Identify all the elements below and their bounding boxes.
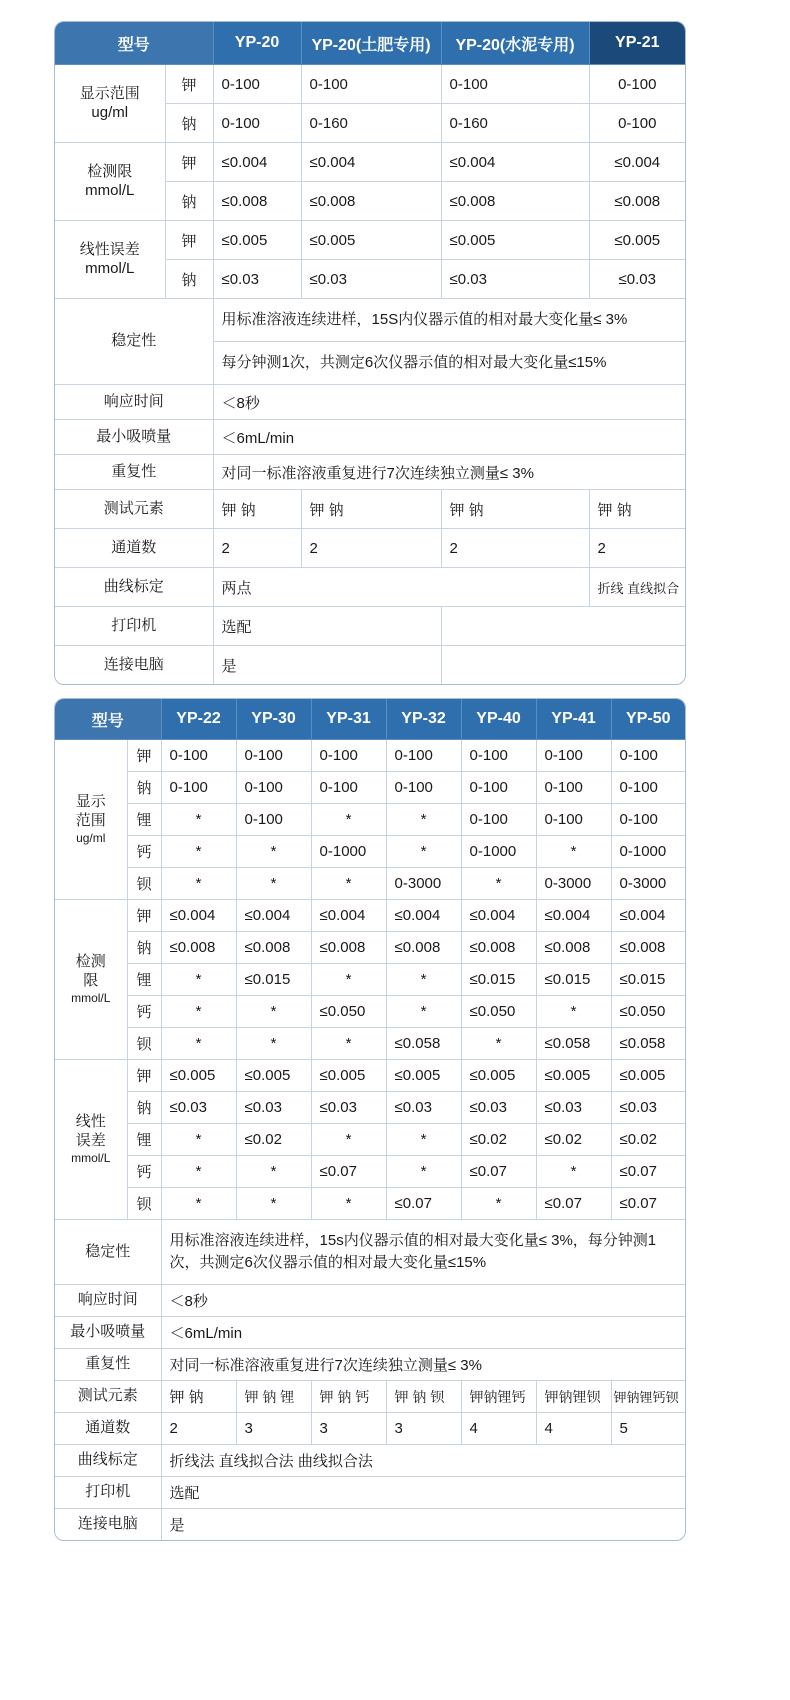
table1-cell: ≤0.004: [301, 143, 441, 182]
table1-cell: 钾 钠: [589, 490, 685, 529]
table2-cell: ≤0.008: [386, 932, 461, 964]
table1-cell: ≤0.008: [213, 182, 301, 221]
table1-cell: ≤0.005: [441, 221, 589, 260]
table2-cell: ≤0.050: [461, 996, 536, 1028]
table2-cell: *: [311, 1124, 386, 1156]
table2-cell: *: [236, 1156, 311, 1188]
table2-cell: 0-3000: [611, 868, 685, 900]
table2-row-detection-ca: [55, 996, 685, 1028]
table2-ion-na: 钠: [127, 1092, 161, 1124]
table1-cell: 2: [301, 529, 441, 568]
table1-label-elements: 测试元素: [55, 490, 213, 529]
table2-cell: 0-1000: [461, 836, 536, 868]
table2-cell: ≤0.03: [611, 1092, 685, 1124]
table2-cell: ≤0.02: [236, 1124, 311, 1156]
table2-cell: *: [386, 1124, 461, 1156]
table1-cell: 2: [441, 529, 589, 568]
table1-ion-na: 钠: [165, 104, 213, 143]
table2-label-channels: 通道数: [55, 1413, 161, 1445]
table1-cell: 0-100: [213, 65, 301, 104]
table2-cell: *: [386, 1156, 461, 1188]
spec-table-yp20-series: [54, 21, 686, 685]
table2-cell: 0-100: [311, 740, 386, 772]
table2-cell: ≤0.004: [461, 900, 536, 932]
table2-header-yp32: YP-32: [386, 699, 461, 740]
table2-cell: ≤0.008: [161, 932, 236, 964]
table2-label-repeatability: 重复性: [55, 1349, 161, 1381]
table2-cell: *: [461, 1028, 536, 1060]
table2-header-yp22: YP-22: [161, 699, 236, 740]
table2-cell: 0-100: [461, 772, 536, 804]
table2-ion-ca: 钙: [127, 1156, 161, 1188]
table2-cell: ≤0.03: [236, 1092, 311, 1124]
table2-value-printer: 选配: [161, 1477, 685, 1509]
table1-row-linearity-k: [55, 221, 685, 260]
table2-row-pc-connect: [55, 1509, 685, 1541]
table2-cell: ≤0.005: [161, 1060, 236, 1092]
table2-cell: 0-3000: [386, 868, 461, 900]
table2-value-curve-calibration: 折线法 直线拟合法 曲线拟合法: [161, 1445, 685, 1477]
table2-ion-ca: 钙: [127, 996, 161, 1028]
table1-label-display-range: 显示范围 ug/ml: [55, 65, 165, 143]
table2-row-channels: [55, 1413, 685, 1445]
table2-cell: ≤0.03: [161, 1092, 236, 1124]
table2-cell: *: [311, 1188, 386, 1220]
table2-cell: *: [236, 1188, 311, 1220]
table1-row-response-time: [55, 385, 685, 420]
table2-cell: 0-100: [611, 740, 685, 772]
table1-label-min-flow: 最小吸喷量: [55, 420, 213, 455]
table1-cell: ≤0.03: [301, 260, 441, 299]
table1-cell: 0-100: [441, 65, 589, 104]
table2-cell: ≤0.004: [311, 900, 386, 932]
table1-label-printer: 打印机: [55, 607, 213, 646]
table2-cell: ≤0.015: [611, 964, 685, 996]
table1-row-min-flow: [55, 420, 685, 455]
table2-cell: 钾 钠 钡: [386, 1381, 461, 1413]
table2-cell: 0-100: [461, 804, 536, 836]
table2-cell: ≤0.07: [536, 1188, 611, 1220]
table2-header-yp50: YP-50: [611, 699, 685, 740]
table2-cell: ≤0.015: [236, 964, 311, 996]
table2-cell: ≤0.005: [236, 1060, 311, 1092]
table2-cell: ≤0.005: [536, 1060, 611, 1092]
table1-header-model: 型号: [55, 22, 213, 65]
table2-row-linearity-k: [55, 1060, 685, 1092]
table2-cell: 0-100: [236, 772, 311, 804]
table2-cell: ≤0.058: [386, 1028, 461, 1060]
table2-header-model: 型号: [55, 699, 161, 740]
table1-label-curve-calibration: 曲线标定: [55, 568, 213, 607]
table2-value-response-time: ＜8秒: [161, 1285, 685, 1317]
table2-cell: 0-100: [386, 772, 461, 804]
table2-row-detection-ba: [55, 1028, 685, 1060]
table2-label-stability: 稳定性: [55, 1220, 161, 1285]
table2-cell: *: [311, 868, 386, 900]
table2-value-min-flow: ＜6mL/min: [161, 1317, 685, 1349]
table2-cell: ≤0.07: [386, 1188, 461, 1220]
table2-cell: 0-100: [236, 740, 311, 772]
table1-value-response-time: ＜8秒: [213, 385, 685, 420]
table2-cell: ≤0.008: [611, 932, 685, 964]
table2-cell: ≤0.02: [611, 1124, 685, 1156]
table2-cell: *: [386, 836, 461, 868]
table1-cell: ≤0.008: [301, 182, 441, 221]
table2-cell: *: [311, 804, 386, 836]
table2-cell: ≤0.008: [536, 932, 611, 964]
table2-row-detection-k: [55, 900, 685, 932]
table2-row-printer: [55, 1477, 685, 1509]
table1-header-yp20-soil: YP-20(土肥专用): [301, 22, 441, 65]
table2-row-elements: [55, 1381, 685, 1413]
table2-cell: 3: [236, 1413, 311, 1445]
table2-cell: *: [161, 1028, 236, 1060]
table1-header-row: [55, 22, 685, 65]
table2-cell: ≤0.004: [611, 900, 685, 932]
table2-cell: 钾 钠: [161, 1381, 236, 1413]
table2-header-yp41: YP-41: [536, 699, 611, 740]
table2-cell: *: [161, 996, 236, 1028]
table2-cell: ≤0.004: [386, 900, 461, 932]
table2-value-stability: 用标准溶液连续进样，15s内仪器示值的相对最大变化量≤ 3%，每分钟测1次，共测定6次仪器示值的相对最大变化量≤15%: [161, 1220, 685, 1285]
table2-cell: *: [236, 836, 311, 868]
table2-cell: 2: [161, 1413, 236, 1445]
table2-cell: *: [311, 1028, 386, 1060]
table1-label-response-time: 响应时间: [55, 385, 213, 420]
table2-cell: *: [161, 804, 236, 836]
table2-cell: ≤0.008: [236, 932, 311, 964]
table2-cell: 0-100: [161, 740, 236, 772]
table1-cell: ≤0.005: [301, 221, 441, 260]
table1-label-linearity: 线性误差 mmol/L: [55, 221, 165, 299]
table2-label-display-range: 显示 范围 ug/ml: [55, 740, 127, 900]
table2-cell: ≤0.008: [461, 932, 536, 964]
table2-cell: ≤0.058: [536, 1028, 611, 1060]
table2-cell: *: [461, 1188, 536, 1220]
table2-cell: ≤0.07: [611, 1156, 685, 1188]
table2-row-curve-calibration: [55, 1445, 685, 1477]
table2-cell: ≤0.005: [311, 1060, 386, 1092]
table2-ion-li: 锂: [127, 964, 161, 996]
table2-ion-na: 钠: [127, 772, 161, 804]
table1-cell: ≤0.004: [589, 143, 685, 182]
table2-cell: ≤0.050: [611, 996, 685, 1028]
table1-cell: 0-100: [589, 104, 685, 143]
table2-cell: 钾钠锂钙: [461, 1381, 536, 1413]
table2-cell: 4: [461, 1413, 536, 1445]
table2-cell: *: [161, 1156, 236, 1188]
table2-cell: *: [161, 1124, 236, 1156]
table1-row-channels: [55, 529, 685, 568]
table2-cell: 0-100: [536, 772, 611, 804]
table2-cell: ≤0.03: [386, 1092, 461, 1124]
spec-table-yp22-yp50-series: [54, 698, 686, 1541]
table1-row-stability-1: [55, 299, 685, 342]
table2-label-elements: 测试元素: [55, 1381, 161, 1413]
table2-cell: ≤0.004: [536, 900, 611, 932]
table2: [55, 699, 685, 1540]
table2-header-yp30: YP-30: [236, 699, 311, 740]
table1-cell: 0-100: [589, 65, 685, 104]
table1-cell: 0-160: [441, 104, 589, 143]
table2-row-detection-li: [55, 964, 685, 996]
table2-cell: 3: [386, 1413, 461, 1445]
table2-cell: *: [161, 964, 236, 996]
table2-cell: *: [236, 996, 311, 1028]
table2-ion-li: 锂: [127, 804, 161, 836]
table2-cell: 钾 钠 钙: [311, 1381, 386, 1413]
table1-cell: ≤0.004: [441, 143, 589, 182]
table2-cell: 3: [311, 1413, 386, 1445]
table2-row-linearity-na: [55, 1092, 685, 1124]
table1-label-channels: 通道数: [55, 529, 213, 568]
table1-printer-empty: [441, 607, 685, 646]
table2-cell: 钾 钠 锂: [236, 1381, 311, 1413]
table1-row-printer: [55, 607, 685, 646]
table1-row-pc-connect: [55, 646, 685, 685]
table2-row-linearity-ca: [55, 1156, 685, 1188]
table2-cell: 0-100: [611, 804, 685, 836]
table2-value-repeatability: 对同一标准溶液重复进行7次连续独立测量≤ 3%: [161, 1349, 685, 1381]
table2-cell: ≤0.005: [611, 1060, 685, 1092]
table1-ion-k: 钾: [165, 221, 213, 260]
table1-value-printer: 选配: [213, 607, 441, 646]
table2-ion-k: 钾: [127, 1060, 161, 1092]
table1-value-pc-connect: 是: [213, 646, 441, 685]
table2-cell: 0-100: [311, 772, 386, 804]
table2-label-linearity: 线性 误差 mmol/L: [55, 1060, 127, 1220]
table1-cell: ≤0.008: [441, 182, 589, 221]
table2-header-yp40: YP-40: [461, 699, 536, 740]
table2-row-display-k: [55, 740, 685, 772]
table2-cell: 0-100: [236, 804, 311, 836]
table2-cell: ≤0.03: [536, 1092, 611, 1124]
table1-cell: ≤0.004: [213, 143, 301, 182]
table1-value-repeatability: 对同一标准溶液重复进行7次连续独立测量≤ 3%: [213, 455, 685, 490]
table1: [55, 22, 685, 684]
table2-cell: *: [536, 836, 611, 868]
table2-cell: ≤0.005: [461, 1060, 536, 1092]
table1-header-yp20-cement: YP-20(水泥专用): [441, 22, 589, 65]
table2-cell: 0-3000: [536, 868, 611, 900]
table2-header-yp31: YP-31: [311, 699, 386, 740]
table2-cell: 5: [611, 1413, 685, 1445]
table1-row-elements: [55, 490, 685, 529]
table2-cell: *: [161, 868, 236, 900]
table2-row-display-na: [55, 772, 685, 804]
table2-ion-na: 钠: [127, 932, 161, 964]
table2-cell: ≤0.015: [536, 964, 611, 996]
table2-cell: *: [461, 868, 536, 900]
table2-cell: 钾钠锂钙钡: [611, 1381, 685, 1413]
table2-cell: 0-100: [536, 804, 611, 836]
table2-cell: 0-100: [386, 740, 461, 772]
table2-cell: *: [536, 996, 611, 1028]
table1-cell: 钾 钠: [301, 490, 441, 529]
table1-row-detection-limit-k: [55, 143, 685, 182]
table1-cell: 0-100: [213, 104, 301, 143]
table2-cell: *: [386, 804, 461, 836]
table1-cell: 0-100: [301, 65, 441, 104]
table2-cell: ≤0.004: [161, 900, 236, 932]
table2-cell: ≤0.015: [461, 964, 536, 996]
table2-row-detection-na: [55, 932, 685, 964]
table1-cell: 钾 钠: [213, 490, 301, 529]
table2-cell: ≤0.008: [311, 932, 386, 964]
table1-ion-na: 钠: [165, 260, 213, 299]
table1-value-min-flow: ＜6mL/min: [213, 420, 685, 455]
table1-label-repeatability: 重复性: [55, 455, 213, 490]
table2-ion-ca: 钙: [127, 836, 161, 868]
table2-cell: ≤0.005: [386, 1060, 461, 1092]
table2-ion-ba: 钡: [127, 1028, 161, 1060]
table2-label-printer: 打印机: [55, 1477, 161, 1509]
table2-row-min-flow: [55, 1317, 685, 1349]
table1-cell: ≤0.03: [213, 260, 301, 299]
table2-cell: *: [161, 836, 236, 868]
table1-cell: ≤0.005: [589, 221, 685, 260]
table2-ion-k: 钾: [127, 900, 161, 932]
table2-row-display-ca: [55, 836, 685, 868]
table2-cell: 0-100: [161, 772, 236, 804]
table2-header-row: [55, 699, 685, 740]
table2-label-curve-calibration: 曲线标定: [55, 1445, 161, 1477]
table2-ion-k: 钾: [127, 740, 161, 772]
table1-cell: ≤0.03: [441, 260, 589, 299]
table2-cell: *: [161, 1188, 236, 1220]
table2-label-pc-connect: 连接电脑: [55, 1509, 161, 1541]
table1-pc-empty: [441, 646, 685, 685]
table2-cell: ≤0.02: [461, 1124, 536, 1156]
table1-cell: 2: [213, 529, 301, 568]
table1-ion-na: 钠: [165, 182, 213, 221]
table1-label-detection-limit: 检测限 mmol/L: [55, 143, 165, 221]
table1-header-yp20: YP-20: [213, 22, 301, 65]
table2-cell: 0-100: [461, 740, 536, 772]
table2-cell: ≤0.07: [311, 1156, 386, 1188]
table2-ion-ba: 钡: [127, 1188, 161, 1220]
table2-cell: *: [236, 868, 311, 900]
table1-cell: ≤0.008: [589, 182, 685, 221]
table1-cell: ≤0.03: [589, 260, 685, 299]
table2-cell: ≤0.004: [236, 900, 311, 932]
table2-cell: ≤0.050: [311, 996, 386, 1028]
table1-cell: 钾 钠: [441, 490, 589, 529]
table1-ion-k: 钾: [165, 65, 213, 104]
table2-cell: 0-1000: [311, 836, 386, 868]
table2-row-response-time: [55, 1285, 685, 1317]
table2-cell: *: [311, 964, 386, 996]
table1-row-curve-calibration: [55, 568, 685, 607]
table1-value-curve-left: 两点: [213, 568, 589, 607]
table2-cell: 0-100: [536, 740, 611, 772]
table1-value-curve-right: 折线 直线拟合: [589, 568, 685, 607]
table1-ion-k: 钾: [165, 143, 213, 182]
table2-cell: 钾钠锂钡: [536, 1381, 611, 1413]
table2-cell: ≤0.03: [461, 1092, 536, 1124]
table1-cell: 2: [589, 529, 685, 568]
table2-cell: 4: [536, 1413, 611, 1445]
table2-value-pc-connect: 是: [161, 1509, 685, 1541]
table2-cell: ≤0.02: [536, 1124, 611, 1156]
table2-label-response-time: 响应时间: [55, 1285, 161, 1317]
table2-row-display-ba: [55, 868, 685, 900]
table1-label-pc-connect: 连接电脑: [55, 646, 213, 685]
table2-row-stability: [55, 1220, 685, 1285]
table2-row-linearity-ba: [55, 1188, 685, 1220]
table2-cell: ≤0.03: [311, 1092, 386, 1124]
table2-row-linearity-li: [55, 1124, 685, 1156]
table1-cell: 0-160: [301, 104, 441, 143]
table2-ion-li: 锂: [127, 1124, 161, 1156]
table2-cell: *: [386, 996, 461, 1028]
table2-label-min-flow: 最小吸喷量: [55, 1317, 161, 1349]
table2-cell: ≤0.058: [611, 1028, 685, 1060]
table1-header-yp21: YP-21: [589, 22, 685, 65]
table1-cell: ≤0.005: [213, 221, 301, 260]
table1-stability-line2: 每分钟测1次，共测定6次仪器示值的相对最大变化量≤15%: [213, 342, 685, 385]
table2-cell: *: [386, 964, 461, 996]
table2-cell: *: [536, 1156, 611, 1188]
table1-row-repeatability: [55, 455, 685, 490]
table2-cell: 0-1000: [611, 836, 685, 868]
table1-row-display-range-k: [55, 65, 685, 104]
table2-cell: ≤0.07: [611, 1188, 685, 1220]
table2-label-detection-limit: 检测 限 mmol/L: [55, 900, 127, 1060]
table2-row-display-li: [55, 804, 685, 836]
table1-stability-line1: 用标准溶液连续进样，15S内仪器示值的相对最大变化量≤ 3%: [213, 299, 685, 342]
table1-label-stability: 稳定性: [55, 299, 213, 385]
table2-ion-ba: 钡: [127, 868, 161, 900]
table2-row-repeatability: [55, 1349, 685, 1381]
table2-cell: 0-100: [611, 772, 685, 804]
table2-cell: ≤0.07: [461, 1156, 536, 1188]
table2-cell: *: [236, 1028, 311, 1060]
